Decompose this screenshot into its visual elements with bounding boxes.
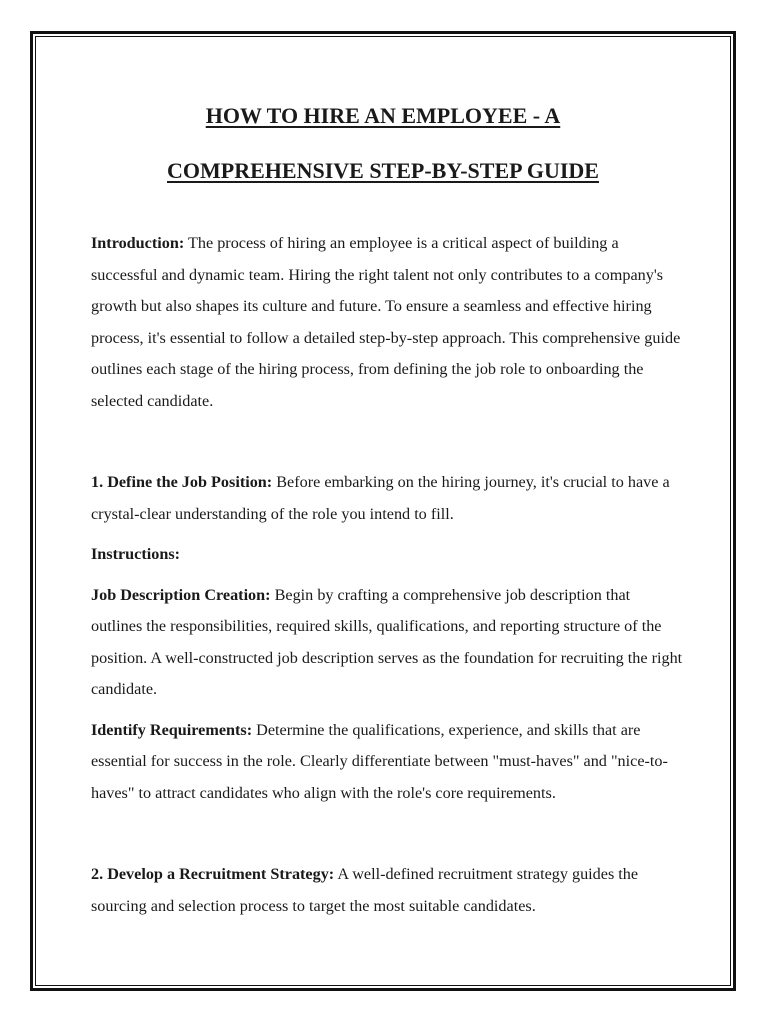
spacer (91, 530, 683, 539)
spacer (91, 571, 683, 580)
requirements-text: Determine the qualifications, experience, and skills that are essential for success in the role. Clearly differentiate between "must-haves" and "nice-to-haves" to attract candidates who align with the role's core requirements. (91, 720, 668, 802)
section1-heading: 1. Define the Job Position: (91, 473, 273, 491)
intro-paragraph (91, 228, 683, 417)
section2-paragraph (91, 859, 683, 922)
title-line-2: COMPREHENSIVE STEP-BY-STEP GUIDE (167, 158, 599, 183)
intro-text: The process of hiring an employee is a critical aspect of building a successful and dynamic team. Hiring the right talent not only contributes to a company's growth but also shapes its culture and future. To ensure a seamless and effective hiring process, it's essential to follow a detailed step-by-step approach. This comprehensive guide outlines each stage of the hiring process, from defining the job role to onboarding the selected candidate. (91, 234, 681, 410)
intro-label: Introduction: (91, 234, 185, 252)
section1-paragraph (91, 467, 683, 530)
section1-text: Before embarking on the hiring journey, it's crucial to have a crystal-clear understanding of the role you intend to fill. (91, 473, 670, 523)
spacer (91, 706, 683, 715)
job-description-label: Job Description Creation: (91, 585, 271, 604)
requirements-paragraph (91, 715, 683, 810)
section2-text: A well-defined recruitment strategy guides the sourcing and selection process to target the most suitable candidates. (91, 865, 639, 915)
instructions-heading (91, 539, 683, 571)
job-description-paragraph (91, 580, 683, 706)
job-description-text: Begin by crafting a comprehensive job description that outlines the responsibilities, required skills, qualifications, and reporting structure of the position. A well-constructed job description serves as the foundation for recruiting the right candidate. (91, 585, 683, 698)
instructions-label: Instructions: (91, 545, 181, 563)
document-body (91, 228, 683, 922)
requirements-label: Identify Requirements: (91, 720, 253, 739)
section2-heading: 2. Develop a Recruitment Strategy: (91, 865, 335, 883)
spacer (91, 809, 683, 859)
title-line-1: HOW TO HIRE AN EMPLOYEE - A (205, 103, 561, 128)
document-title (60, 88, 706, 198)
spacer (91, 417, 683, 467)
